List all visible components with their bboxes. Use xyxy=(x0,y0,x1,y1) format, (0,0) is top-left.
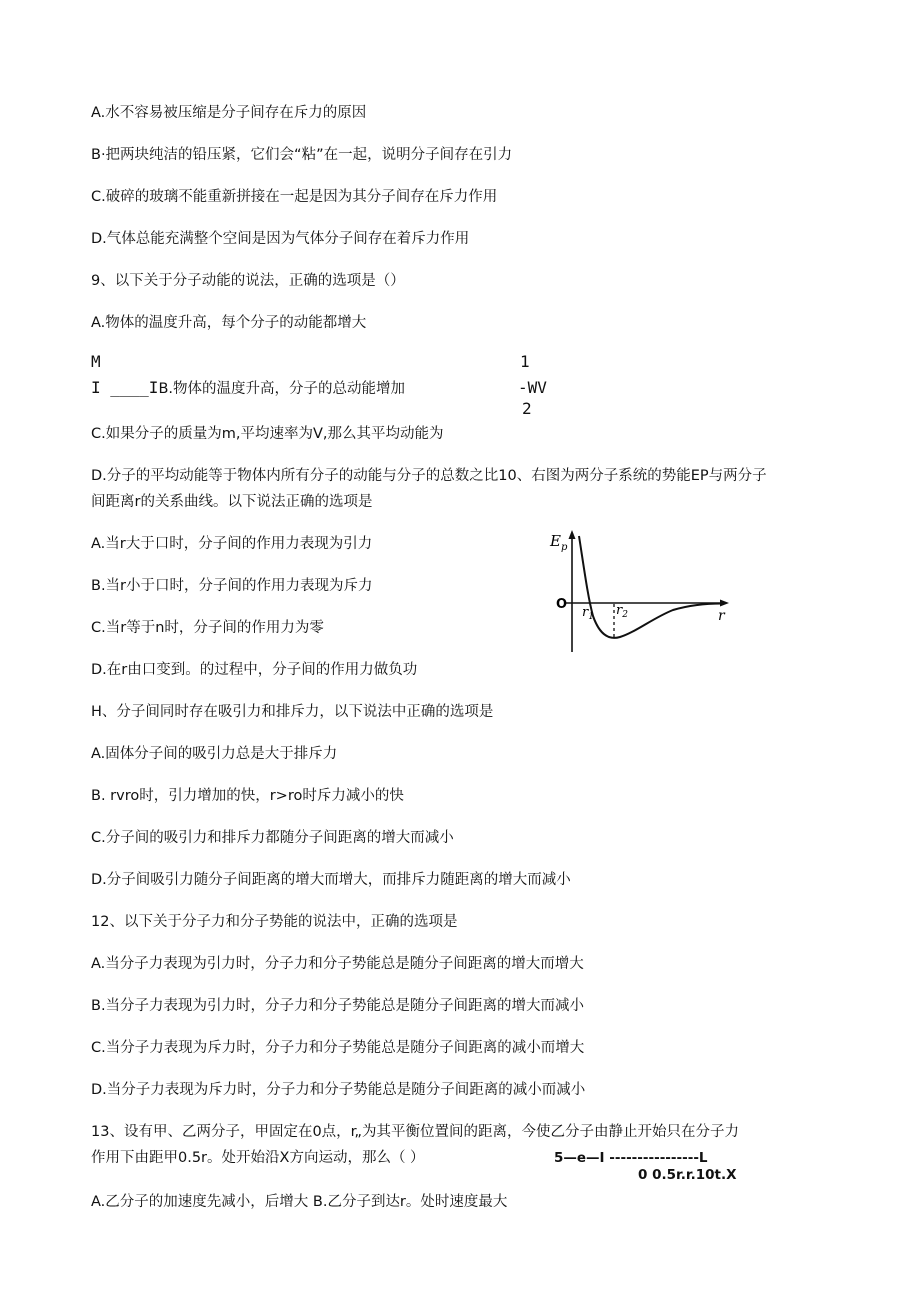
q11-option-a: A.固体分子间的吸引力总是大于排斥力 xyxy=(91,746,338,762)
q13-axis-diagram-labels: 0 0.5r.r.10t.X xyxy=(638,1167,737,1183)
q9-m-label: M xyxy=(91,352,101,371)
q8-option-c: C.破碎的玻璃不能重新拼接在一起是因为其分子间存在斥力作用 xyxy=(91,189,498,205)
q13-axis-diagram-top: 5—e—I ----------------L xyxy=(554,1150,708,1166)
q12-stem: 12、以下关于分子力和分子势能的说法中，正确的选项是 xyxy=(91,914,458,930)
svg-text:r2 xyxy=(616,603,628,620)
r1-label: r xyxy=(582,605,589,620)
ep-axis-arrow xyxy=(569,530,576,539)
q12-option-a: A.当分子力表现为引力时，分子力和分子势能总是随分子间距离的增大而增大 xyxy=(91,956,584,972)
q10-option-c: C.当r等于n时，分子间的作用力为零 xyxy=(91,620,324,636)
q9-fraction-bottom: 2 xyxy=(522,399,532,418)
ep-label-sub: p xyxy=(560,542,568,553)
q13-options-ab: A.乙分子的加速度先减小，后增大 B.乙分子到达r。处时速度最大 xyxy=(91,1194,508,1210)
q13-stem-line2: 作用下由距甲0.5r。处开始沿X方向运动，那么（ ） xyxy=(91,1150,425,1166)
q11-option-b: B. rvro时，引力增加的快，r>ro时斥力减小的快 xyxy=(91,788,404,804)
q9-fraction-top: 1 xyxy=(520,352,530,371)
q8-option-b: B·把两块纯洁的铅压紧，它们会“粘”在一起，说明分子间存在引力 xyxy=(91,147,513,163)
q9-fraction-middle: -WV xyxy=(518,378,547,397)
q10-option-b: B.当r小于口时，分子间的作用力表现为斥力 xyxy=(91,578,373,594)
q9-option-b: B.物体的温度升高，分子的总动能增加 xyxy=(158,381,405,397)
q13-stem-line1: 13、设有甲、乙两分子，甲固定在0点，r„为其平衡位置间的距离，今使乙分子由静止开始只在分子力 xyxy=(91,1124,739,1140)
q12-option-d: D.当分子力表现为斥力时，分子力和分子势能总是随分子间距离的减小而减小 xyxy=(91,1082,586,1098)
q11-stem: H、分子间同时存在吸引力和排斥力，以下说法中正确的选项是 xyxy=(91,704,494,720)
q9-option-c: C.如果分子的质量为m,平均速率为V,那么其平均动能为 xyxy=(91,426,444,442)
q9-option-d-line1: D.分子的平均动能等于物体内所有分子的动能与分子的总数之比10、右图为两分子系统的势能EP与两分子 xyxy=(91,468,767,484)
q11-option-d: D.分子间吸引力随分子间距离的增大而增大，而排斥力随距离的增大而减小 xyxy=(91,872,571,888)
r-axis-label: r xyxy=(718,608,725,624)
r2-label: r xyxy=(616,603,623,618)
svg-text:r1 xyxy=(582,605,594,622)
svg-text:Ep xyxy=(549,532,568,553)
q11-option-c: C.分子间的吸引力和排斥力都随分子间距离的增大而减小 xyxy=(91,830,454,846)
q10-option-a: A.当r大于口时，分子间的作用力表现为引力 xyxy=(91,536,373,552)
q10-option-d: D.在r由口变到。的过程中，分子间的作用力做负功 xyxy=(91,662,418,678)
r2-label-sub: 2 xyxy=(622,610,628,620)
q12-option-b: B.当分子力表现为引力时，分子力和分子势能总是随分子间距离的增大而减小 xyxy=(91,998,585,1014)
q8-option-d: D.气体总能充满整个空间是因为气体分子间存在着斥力作用 xyxy=(91,231,470,247)
ep-label: E xyxy=(550,532,561,550)
q8-option-a: A.水不容易被压缩是分子间存在斥力的原因 xyxy=(91,105,367,121)
q9-option-d-line2: 间距离r的关系曲线。以下说法正确的选项是 xyxy=(91,494,373,510)
q9-option-a: A.物体的温度升高，每个分子的动能都增大 xyxy=(91,315,367,331)
potential-energy-graph xyxy=(548,528,738,658)
potential-curve xyxy=(579,536,722,638)
q12-option-c: C.当分子力表现为斥力时，分子力和分子势能总是随分子间距离的减小而增大 xyxy=(91,1040,585,1056)
q9-stem: 9、以下关于分子动能的说法，正确的选项是（） xyxy=(91,273,405,289)
r1-label-sub: 1 xyxy=(588,612,594,622)
origin-label: O xyxy=(556,597,568,612)
q9-b-prefix: I ____I xyxy=(91,378,159,397)
